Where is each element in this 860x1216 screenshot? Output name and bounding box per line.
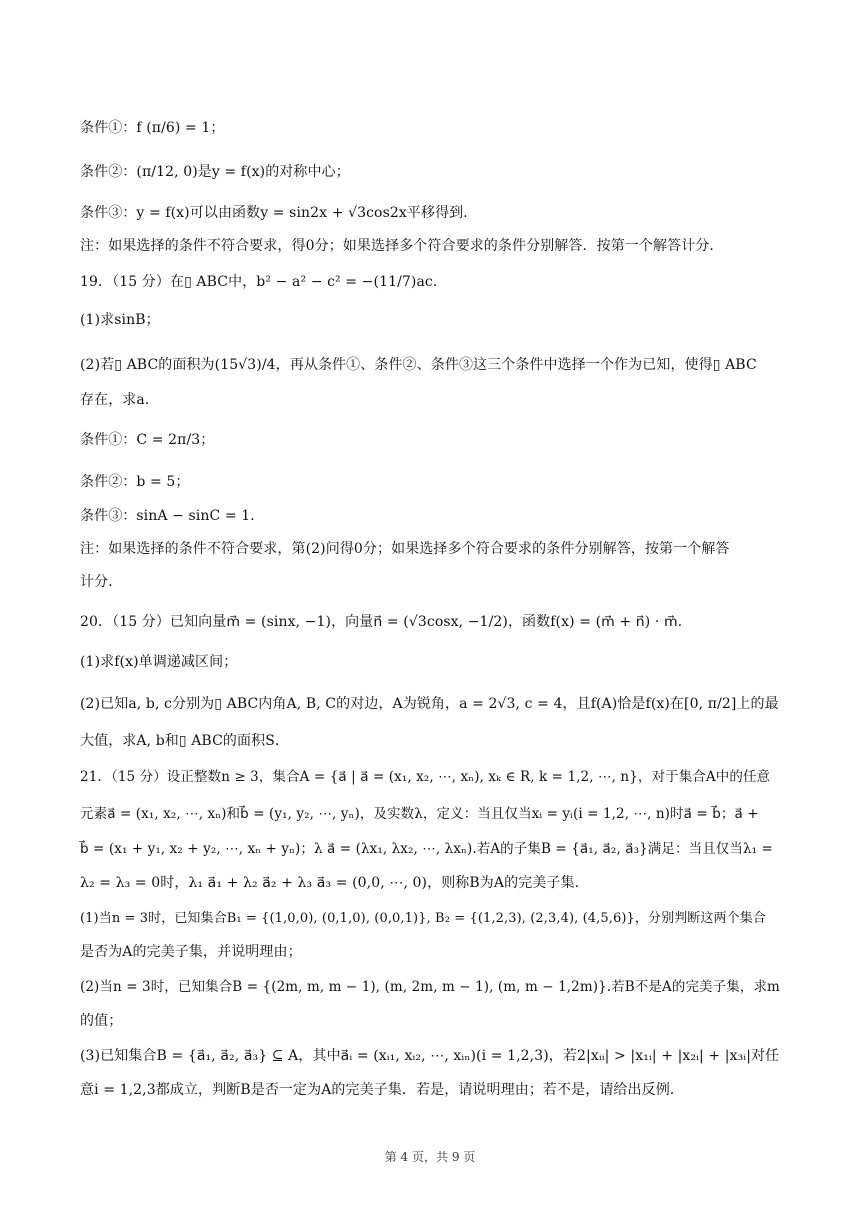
question-21-part-3: (3)已知集合B = {a⃗₁, a⃗₂, a⃗₃} ⊆ A，其中a⃗ᵢ = (xᵢ₁, xᵢ₂, ⋯, xᵢₙ)(i = 1,2,3)，若2|xᵢᵢ| > |x₁ᵢ| + |x₂ᵢ| + |x₃ᵢ|对任 (80, 1048, 780, 1064)
condition-1-text: 条件①：f (π/6) = 1； (80, 120, 225, 136)
question-20-part-2-cont: 大值，求A, b和▯ ABC的面积S． (80, 733, 289, 749)
question-19-condition-3: 条件③：sinA − sinC = 1． (80, 508, 265, 524)
question-20-part-1: (1)求f(x)单调递减区间； (80, 654, 238, 670)
question-19-condition-1: 条件①：C = 2π/3； (80, 432, 215, 448)
question-19-part-2: (2)若▯ ABC的面积为(15√3)/4，再从条件①、条件②、条件③这三个条件中选择一个作为已知，使得▯ ABC (80, 357, 757, 373)
question-21-stem: 21．（15 分）设正整数n ≥ 3，集合A = {a⃗ | a⃗ = (x₁, x₂, ⋯, xₙ), xₖ ∈ R, k = 1,2, ⋯, n}，对于集合A中的任意 (80, 769, 771, 785)
page-footer: 第 4 页，共 9 页 (384, 1150, 476, 1164)
question-21-part-1-cont: 是否为A的完美子集，并说明理由； (80, 944, 302, 960)
condition-2-text: 条件②：(π/12, 0)是y = f(x)的对称中心； (80, 164, 350, 180)
question-21-stem-3: b⃗ = (x₁ + y₁, x₂ + y₂, ⋯, xₙ + yₙ)；λ a⃗ = (λx₁, λx₂, ⋯, λxₙ).若A的子集B = {a⃗₁, a⃗₂, a⃗₃}满足：当且仅当λ₁ = (80, 841, 773, 857)
question-19-note: 注：如果选择的条件不符合要求，第(2)问得0分；如果选择多个符合要求的条件分别解答，按第一个解答 (80, 541, 730, 557)
question-19-stem: 19．（15 分）在▯ ABC中，b² − a² − c² = −(11/7)ac． (80, 274, 447, 290)
question-19-part-1: (1)求sinB； (80, 312, 160, 328)
question-20-part-2: (2)已知a, b, c分别为▯ ABC内角A, B, C的对边，A为锐角，a = 2√3, c = 4，且f(A)恰是f(x)在[0, π/2]上的最 (80, 696, 779, 712)
question-21-stem-2: 元素a⃗ = (x₁, x₂, ⋯, xₙ)和b⃗ = (y₁, y₂, ⋯, yₙ)，及实数λ，定义：当且仅当xᵢ = yᵢ(i = 1,2, ⋯, n)时a⃗ = b⃗；a⃗ + (80, 806, 759, 822)
question-21-part-2-cont: 的值； (80, 1013, 123, 1029)
question-21-part-3-cont: 意i = 1,2,3都成立，判断B是否一定为A的完美子集．若是，请说明理由；若不是，请给出反例． (80, 1082, 684, 1098)
question-19-condition-2: 条件②：b = 5； (80, 474, 190, 490)
condition-3-text: 条件③：y = f(x)可以由函数y = sin2x + √3cos2x平移得到． (80, 205, 478, 221)
question-21-part-2: (2)当n = 3时，已知集合B = {(2m, m, m − 1), (m, 2m, m − 1), (m, m − 1,2m)}.若B不是A的完美子集，求m (80, 979, 780, 995)
question-19-note-cont: 计分． (80, 574, 123, 590)
question-19-part-2-cont: 存在，求a． (80, 392, 159, 408)
question-21-part-1: (1)当n = 3时，已知集合B₁ = {(1,0,0), (0,1,0), (0,0,1)}, B₂ = {(1,2,3), (2,3,4), (4,5,6)}，分别判断这两个集合 (80, 911, 766, 926)
question-21-stem-4: λ₂ = λ₃ = 0时，λ₁ a⃗₁ + λ₂ a⃗₂ + λ₃ a⃗₃ = (0,0, ⋯, 0)，则称B为A的完美子集． (80, 875, 589, 891)
question-20-stem: 20．（15 分）已知向量m⃗ = (sinx, −1)，向量n⃗ = (√3cosx, −1/2)，函数f(x) = (m⃗ + n⃗) · m⃗． (80, 614, 692, 630)
note-text: 注：如果选择的条件不符合要求，得0分；如果选择多个符合要求的条件分别解答．按第一个解答计分． (80, 238, 724, 254)
